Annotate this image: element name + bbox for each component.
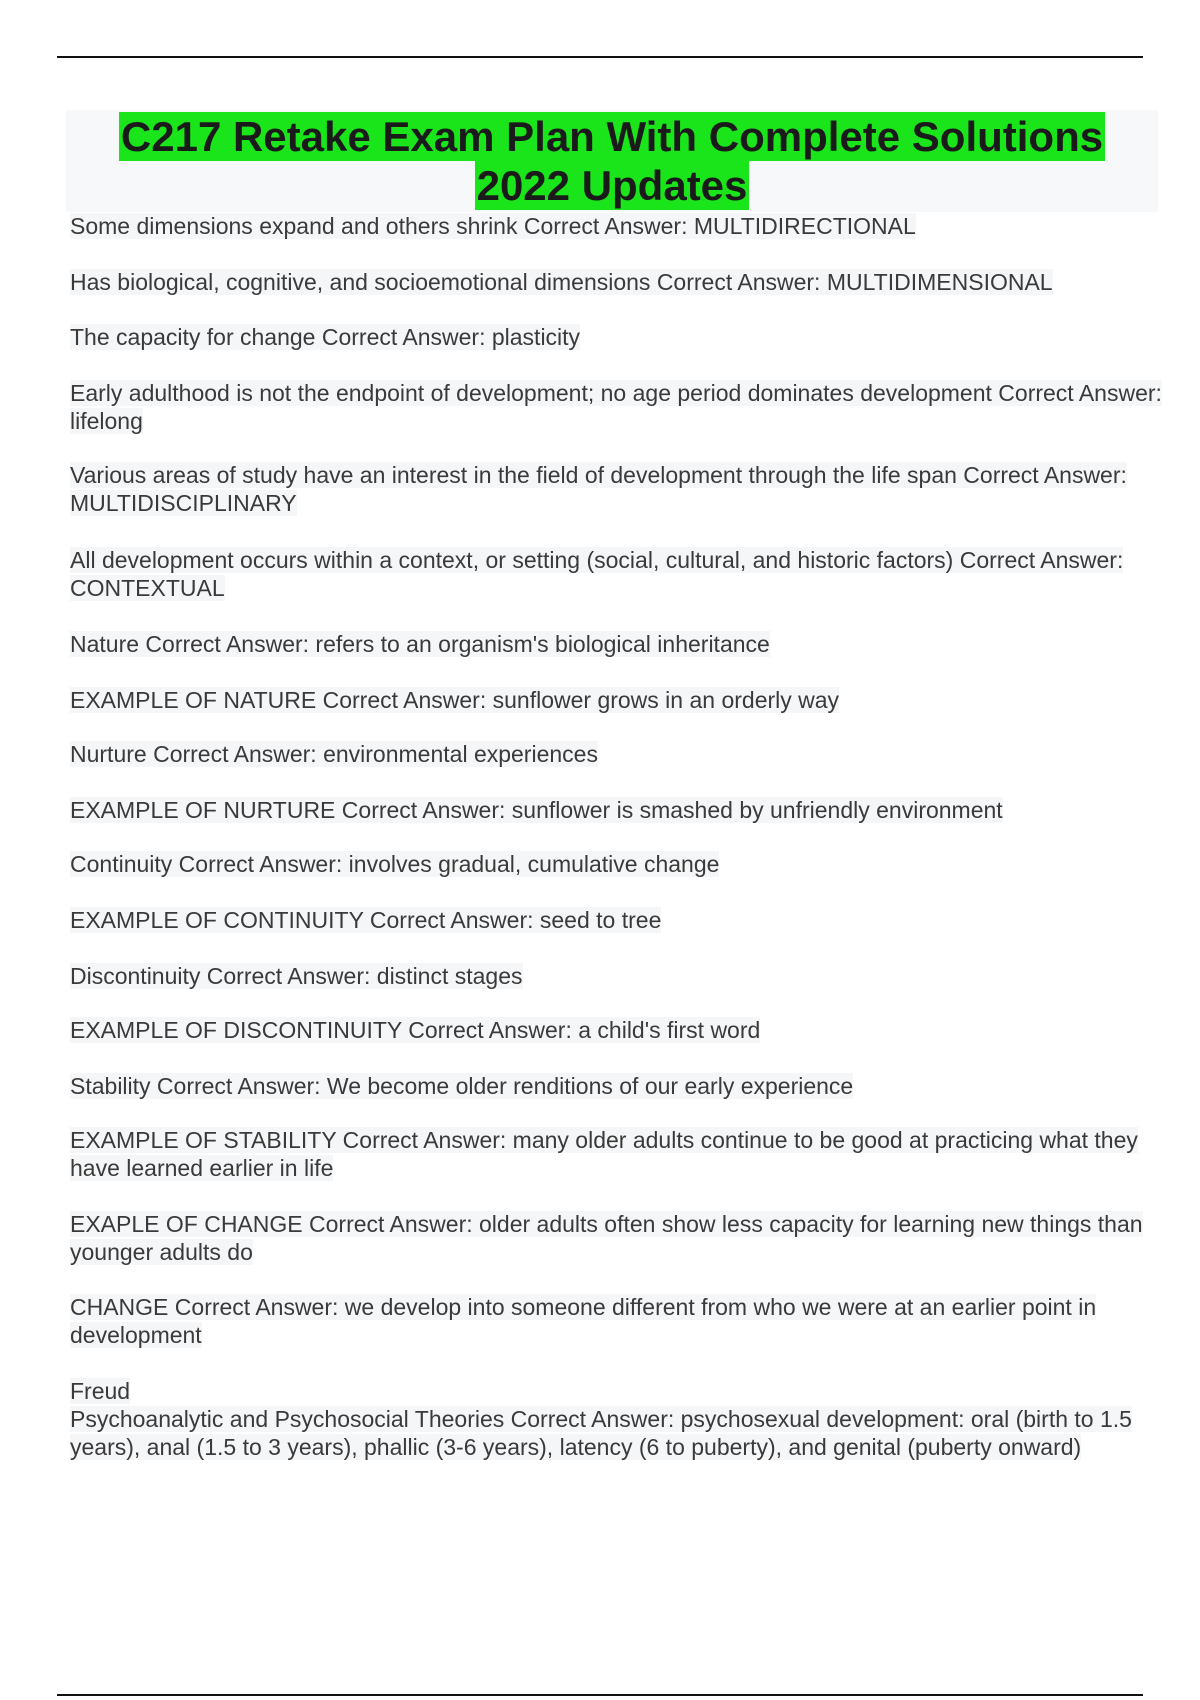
qa-item (70, 1072, 1162, 1100)
qa-item (70, 630, 1162, 658)
qa-item (70, 1293, 1162, 1349)
qa-item (70, 850, 1162, 878)
qa-item (70, 740, 1162, 768)
qa-item-text: EXAPLE OF CHANGE Correct Answer: older adults often show less capacity for learning new things than younger adults do (70, 1211, 1143, 1265)
qa-item-text: Has biological, cognitive, and socioemotional dimensions Correct Answer: MULTIDIMENSIONAL (70, 269, 1053, 295)
title-line-1: C217 Retake Exam Plan With Complete Solutions (120, 113, 1104, 160)
qa-item-text: Nurture Correct Answer: environmental experiences (70, 741, 598, 767)
qa-item (70, 212, 1162, 240)
qa-item-text: Some dimensions expand and others shrink Correct Answer: MULTIDIRECTIONAL (70, 213, 916, 239)
qa-item-text: Early adulthood is not the endpoint of development; no age period dominates development Correct Answer: lifelong (70, 380, 1162, 434)
title-line-2: 2022 Updates (476, 162, 748, 209)
qa-item-text: CHANGE Correct Answer: we develop into someone different from who we were at an earlier point in development (70, 1294, 1097, 1348)
qa-item-text: EXAMPLE OF CONTINUITY Correct Answer: seed to tree (70, 907, 662, 933)
qa-item-text: EXAMPLE OF NURTURE Correct Answer: sunflower is smashed by unfriendly environment (70, 797, 1003, 823)
qa-item (70, 1210, 1162, 1266)
qa-item-text: EXAMPLE OF STABILITY Correct Answer: many older adults continue to be good at practicing what they have learned earlier in life (70, 1127, 1138, 1181)
qa-item (70, 686, 1162, 714)
qa-item (70, 379, 1162, 435)
qa-item-text: Nature Correct Answer: refers to an organism's biological inheritance (70, 631, 770, 657)
qa-item (70, 1377, 1162, 1461)
qa-item (70, 1016, 1162, 1044)
qa-item (70, 962, 1162, 990)
qa-item (70, 796, 1162, 824)
top-rule (57, 56, 1143, 58)
bottom-rule (57, 1694, 1143, 1696)
document-title (66, 110, 1158, 212)
qa-item (70, 906, 1162, 934)
qa-item (70, 323, 1162, 351)
qa-item-text: The capacity for change Correct Answer: plasticity (70, 324, 581, 350)
qa-item-text: Continuity Correct Answer: involves gradual, cumulative change (70, 851, 720, 877)
qa-item-text: EXAMPLE OF DISCONTINUITY Correct Answer: a child's first word (70, 1017, 761, 1043)
qa-item-text: Stability Correct Answer: We become older renditions of our early experience (70, 1073, 854, 1099)
qa-item (70, 461, 1162, 517)
qa-item-text: EXAMPLE OF NATURE Correct Answer: sunflower grows in an orderly way (70, 687, 840, 713)
qa-item (70, 1126, 1162, 1182)
qa-item (70, 546, 1162, 602)
qa-item-text: Discontinuity Correct Answer: distinct stages (70, 963, 523, 989)
qa-item (70, 268, 1162, 296)
qa-item-text: Various areas of study have an interest in the field of development through the life span Correct Answer: MULTIDISCIPLINARY (70, 462, 1127, 516)
qa-item-text: Freud Psychoanalytic and Psychosocial Theories Correct Answer: psychosexual development: oral (birth to 1.5 years), anal (1.5 to 3 years), phallic (3-6 years), latency (6 to puberty), and genital (puberty onward) (70, 1378, 1132, 1460)
qa-item-text: All development occurs within a context, or setting (social, cultural, and historic factors) Correct Answer: CONTEXTUAL (70, 547, 1124, 601)
